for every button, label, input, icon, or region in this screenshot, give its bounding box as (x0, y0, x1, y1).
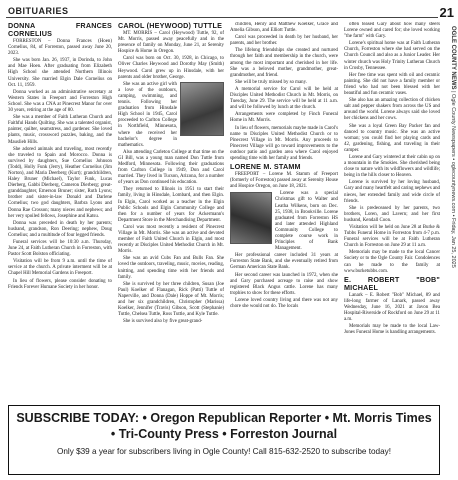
paragraph: The lifelong friendships she created and nurtured through her faith and membership in the church, were among the most important and cherished in her life. She was a beloved mother, grandmother, great-grandmother, and friend. (230, 48, 338, 78)
paragraph: Lorene's spiritual home was at Faith Lutheran Church, Forreston where she had served on the Church Council and also as a Junior Leader. Her winter church was Holy Trinity Lutheran Church in Crosby, Tennessee. (344, 41, 440, 71)
paragraph: She was an active girl with a love of the outdoors, camping, swimming, and tennis. Following her graduation from Hinsdale High School in 1945, Carol proceeded to Carlton College in Northfield, Minnesota, where she received her bachelor's degree in mathematics. (118, 81, 177, 148)
paper-name: OGLE COUNTY NEWS (450, 26, 456, 90)
paragraph: Visitation will be from 9 a.m. until the time of service at the church. A private interment will be at Chapel Hill Memorial Gardens in Freeport. (8, 259, 112, 277)
paragraph: MT. MORRIS – Carol (Heywood) Tuttle, 92, of Mt. Morris, passed away peacefully and in the presence of family on Monday, June 21, at Serenity Hospice & Home in Oregon. (118, 31, 224, 55)
paragraph: Lanark – E. Robert "Bob" Michael, 89 and life-long farmer of Lanark, passed away Wednesday, June 16, 2021 at Javon Bea Hospital-Riverside of Rockford on June 29 at 11 a.m. (344, 292, 440, 323)
paragraph: She will be truly missed by so many. (235, 79, 307, 85)
obituary-name: CAROL (HEYWOOD) TUTTLE (118, 22, 223, 30)
paragraph: Memorials may be made to the local Law-Jones Funeral Home is handling arrangements. (344, 324, 440, 336)
page-number: 21 (439, 5, 454, 20)
portrait-photo (230, 192, 272, 244)
paragraph: often teased Gary about how many steers Lorene owned and cared for; she loved working "the farm" with Gary. (344, 22, 440, 40)
paragraph: Memorials may be made to the local Cancer Society or to the Ogle County Fair. Condolences can be made to the family at www.burketubbs.com. (344, 250, 440, 274)
paragraph: Her professional career included 31 years at Forreston State Bank, and she eventually retired from German American State Bank. (230, 253, 338, 271)
obituary-stamm (230, 22, 338, 372)
paragraph: Lorene is survived by her loving husband, Gary and many heartfelt and caring nephews and nieces, her extended family and wide circle of friends. (344, 180, 440, 204)
obituary-cornelius (8, 22, 112, 372)
paragraph: FORRESTON – Donna Frances (Hoen) Cornelius, 84, of Forreston, passed away June 20, 2023. (8, 39, 112, 57)
paragraph: They returned to Illinois in 1951 to start their family, living in Hinsdale, Lombard, and then Elgin. In Elgin, Carol worked as a teacher in the Elgin Public Schools and Elgin Community College and then for a number of years for Ackermann's Department Store in the Merchandising Department. (118, 187, 224, 223)
section-title: OBITUARIES (8, 6, 69, 16)
obituary-tuttle (118, 22, 224, 372)
paragraph: Funeral services will be 10:30 a.m. Thursday, June 24, at Faith Lutheran Church in Forreston, with Pastor Scott Bolston officiating. (8, 240, 112, 258)
paragraph: Donna worked as an administrative secretary at Western States in Freeport and Forreston High School. She was a CNA at Pinecrest Manor for over 30 years, retiring at the age of 80. (8, 89, 112, 114)
obituary-name: DONNA FRANCES CORNELIUS (8, 22, 112, 38)
obituary-name: E. ROBERT "BOB" MICHAEL (344, 274, 440, 292)
paragraph: In lieu of flowers, memorials maybe made in Carol's name to Disciples United Methodist Church or to Pinecrest Village in Mt. Morris. Any proceeds to Pinecrest Village will go toward improvements to the outdoor patio and garden area where Carol enjoyed spending time with her family and friends. (230, 125, 338, 161)
banner-subheadline: • Tri-County Press • Forreston Journal (110, 427, 338, 441)
side-strip-text (450, 26, 456, 268)
paragraph: Arrangements were completed by Finch Funeral Home in Mt. Morris. (230, 112, 338, 124)
banner-headline: SUBSCRIBE TODAY: • Oregon Republican Reporter • Mt. Morris Times (16, 411, 432, 425)
paragraph: She adored animals and traveling, most recently she traveled to Spain and Morocco. Donna is survived by daughters, Sue Cornelius Johnson (Todd), Holly Funk (Jerry), Heather Cornelius (Jim Norton), and Maria Deerberg (Kurt); grandchildren, Haley Bruner (Michael), Taylor Funk, Lucas Dierberg, Gabbi Dierberg, Cameron Dierberg; great-granddaughter, Emerson Bruner; sister, Ruth Lyons; brother and sister-in-law Donald and Darlene Cornelius; two god daughters, Barbra Lyons and Donna Rae Crosson; many nieces and nephews; and her very spoiled fellows, Josephine and Katsu. (8, 146, 112, 219)
paragraph: Donna was preceded in death by her parents; husband, grandson, Ron Deering; nephew, Doug Cornelius; and a multitude of four legged friends. (8, 220, 112, 238)
paragraph: Carol was most recently a resident of Pinecrest Village in Mt. Morris. She was an active and devoted member of Faith United Church in Elgin, and most recently at Disciples United Methodist Church in Mt. Morris. (118, 224, 224, 255)
paragraph: Lorene was a special Christmas gift to Walter and Leatha Wilkens, born on Dec. 25, 1938, in Brookville. Lorene graduated from Forreston HS and later attended Highland Community College to complete course work in Principles of Bank Management. (275, 191, 338, 252)
paragraph: Also attending Carleton College at that time on the GI Bill, was a young man named Don Tuttle from Medford, Minnesota. Following their graduations from Carlton College in 1949, Don and Carol married. They lived in Tucson, Arizona, for a number of years as Don continued his education. (118, 149, 224, 186)
paragraph: Carol was born on Oct. 30, 1928, in Chicago, to Oliver Charles Heywood and Dorothy May (Smith) Heywood. Carol grew up in Hinsdale, with her parents and older brother, George. (118, 56, 224, 80)
paragraph: She was a loyal Green Bay Packer fan and danced to country music. She was an active woman; you could find her playing cards and 42, gardening, fishing, and traveling in their camper. (344, 123, 440, 153)
paragraph: She also has an amazing collection of chicken salt and pepper shakers from across the US and around the world. Lorene always said she loved her chickens and her cows. (344, 98, 440, 122)
paragraph: Carol was proceeded in death by her husband, her parents, and her brother. (230, 35, 338, 47)
paragraph: Lorene loved country living and there was not any chore she would not do. The locals (230, 297, 338, 310)
paragraph: Visitation will be held on June 28 at Burke & Tubbs Funeral Home in Forreston from 4-7 p.m. Funeral services will be at Faith Lutheran Church in Forreston on June 29 at 11 a.m. (344, 225, 440, 249)
paragraph: She is survived by her three children, Susan (Joe Paul) Koelker of Flanagan, Rick (Patti) Tuttle of Naperville, and Donna (Dale) Hoppe of Mt. Morris; and her six grandchildren, Christopher (Marissa) Koelker, Jennifer (Travis) Gibson, Scott (Stephanie) Tuttle, Chelsea Tuttle, Ross Tuttle, and Kyle Tuttle. (118, 281, 224, 318)
paragraph: Her free time was spent with oil and ceramic painting. She did not have a family member or friend who had not been blessed with her beautiful and fun ceramic vases. (344, 72, 440, 97)
paragraph: Her second career was launched in 1972, when she and Gary purchased acreage to raise and show registered Black Angus cattle. Lorene has many trophies to show for these efforts. (230, 272, 338, 296)
paragraph: A memorial service for Carol will be held at Disciples United Methodist Church in Mt. Morris, on Tuesday, June 29. The service will be held at 11 a.m. and will be followed by lunch at the church. (230, 86, 338, 111)
paragraph: In lieu of flowers, please consider donating to Friends Forever Humane Society in her honor. (8, 278, 112, 290)
header-divider (6, 17, 438, 18)
side-strip (442, 26, 458, 396)
obituary-name: LORENE M. STAMM (230, 162, 301, 172)
paragraph: She is predeceased by her parents, two brothers, Loren, and Lavern; and her first husband, Kendall Coon. (344, 205, 440, 223)
banner-offer: Only $39 a year for subscribers living in Ogle County! Call 815-632-2520 to subscribe today! (56, 447, 392, 456)
paragraph: She was born Jan. 26, 1937, in Dorinda, to John and Mae Hoen. After graduating from Elizabeth High School she attended Northern Illinois University. She married Elgin Dale Cornelius on Oct. 11, 1959. (8, 58, 112, 88)
paragraph: Lorene and Gary wintered at their cabin up on a mountain in the Smokies. She cherished being close to nature with its wildflowers and wildlife; being in the hills closer to Heaven. (344, 154, 440, 179)
portrait-photo (180, 82, 224, 136)
paragraph: children, Henry and Matthew Koelker, Grace and Amelia Gibson, and Elliott Tuttle. (230, 22, 338, 34)
paragraph: She was a member of Faith Lutheran Church and Faithful Hands Quilting. She was a talented organist, painter, quilter, seamstress, and gardener. She loved plants, music, crossword puzzles, baking, and the Mauslieb Hills. (8, 115, 112, 145)
paragraph: She was an avid Cubs Fan and Bulls Fan. She loved the outdoors, traveling, music, movies, reading, knitting, and spending time with her friends and family. (118, 256, 224, 280)
obituary-michael (344, 22, 440, 372)
paper-info: | Ogle County Newspapers • oglecountynews.com • Friday, Jan 25, 2025 (450, 91, 456, 268)
paragraph: FREEPORT – Lorene M. Stamm of Freeport (formerly of Forreston) passed away at Serenity House and Hospice Oregon, on June 18, 2021. (230, 172, 338, 190)
subscribe-banner (8, 405, 440, 475)
paragraph: She is survived also by five great-grand- (123, 319, 203, 325)
